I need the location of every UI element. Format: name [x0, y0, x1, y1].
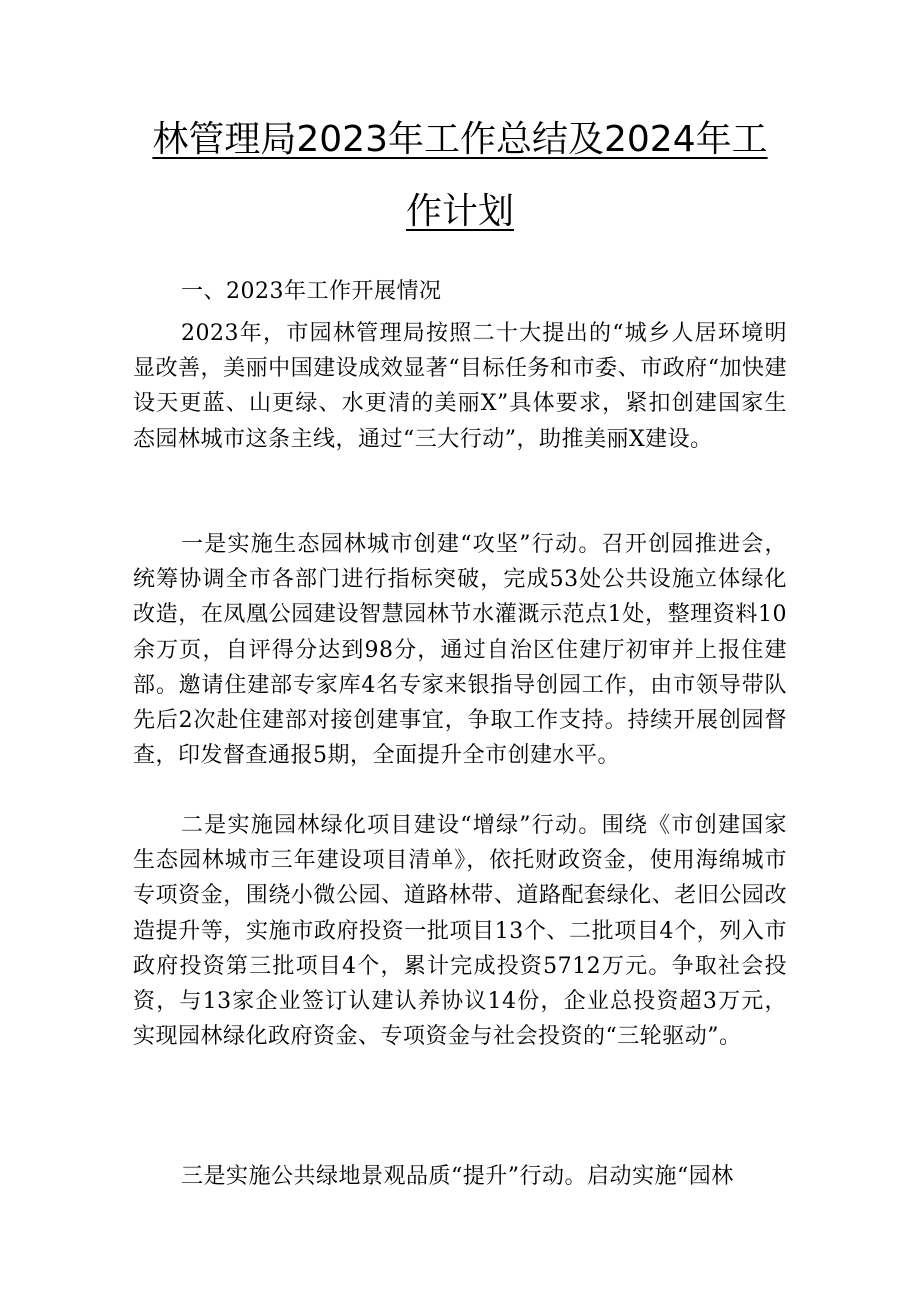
- paragraph-action-1: [133, 527, 787, 773]
- paragraph-action-3: [133, 1159, 787, 1194]
- document-title-line-2: [0, 190, 920, 234]
- section-heading-text: 一、2023年工作开展情况: [181, 279, 442, 304]
- paragraph-intro: [133, 316, 787, 457]
- section-heading: [133, 274, 787, 309]
- document-title-text-1: 林管理局2023年工作总结及2024年工: [152, 119, 768, 160]
- document-title-text-2: 作计划: [405, 191, 514, 232]
- document-title-line-1: [0, 118, 920, 162]
- paragraph-text: 二是实施园林绿化项目建设“增绿”行动。围绕《市创建国家生态园林城市三年建设项目清单》，依托财政资金，使用海绵城市专项资金，围绕小微公园、道路林带、道路配套绿化、老旧公园改造提升等，实施市政府投资一批项目13个、二批项目4个，列入市政府投资第三批项目4个，累计完成投资5712万元。争取社会投资，与13家企业签订认建认养协议14份，企业总投资超3万元，实现园林绿化政府资金、专项资金与社会投资的“三轮驱动”。: [133, 813, 787, 1050]
- paragraph-action-2: [133, 808, 787, 1054]
- paragraph-text: 2023年，市园林管理局按照二十大提出的“城乡人居环境明显改善，美丽中国建设成效显著“目标任务和市委、市政府“加快建设天更蓝、山更绿、水更清的美丽X”具体要求，紧扣创建国家生态园林城市这条主线，通过“三大行动”，助推美丽X建设。: [133, 321, 787, 452]
- paragraph-text: 一是实施生态园林城市创建“攻坚”行动。召开创园推进会，统筹协调全市各部门进行指标突破，完成53处公共设施立体绿化改造，在凤凰公园建设智慧园林节水灌溉示范点1处，整理资料10余万页，自评得分达到98分，通过自治区住建厅初审并上报住建部。邀请住建部专家库4名专家来银指导创园工作，由市领导带队先后2次赴住建部对接创建事宜，争取工作支持。持续开展创园督查，印发督查通报5期，全面提升全市创建水平。: [133, 532, 787, 769]
- paragraph-text: 三是实施公共绿地景观品质“提升”行动。启动实施“园林: [181, 1164, 734, 1189]
